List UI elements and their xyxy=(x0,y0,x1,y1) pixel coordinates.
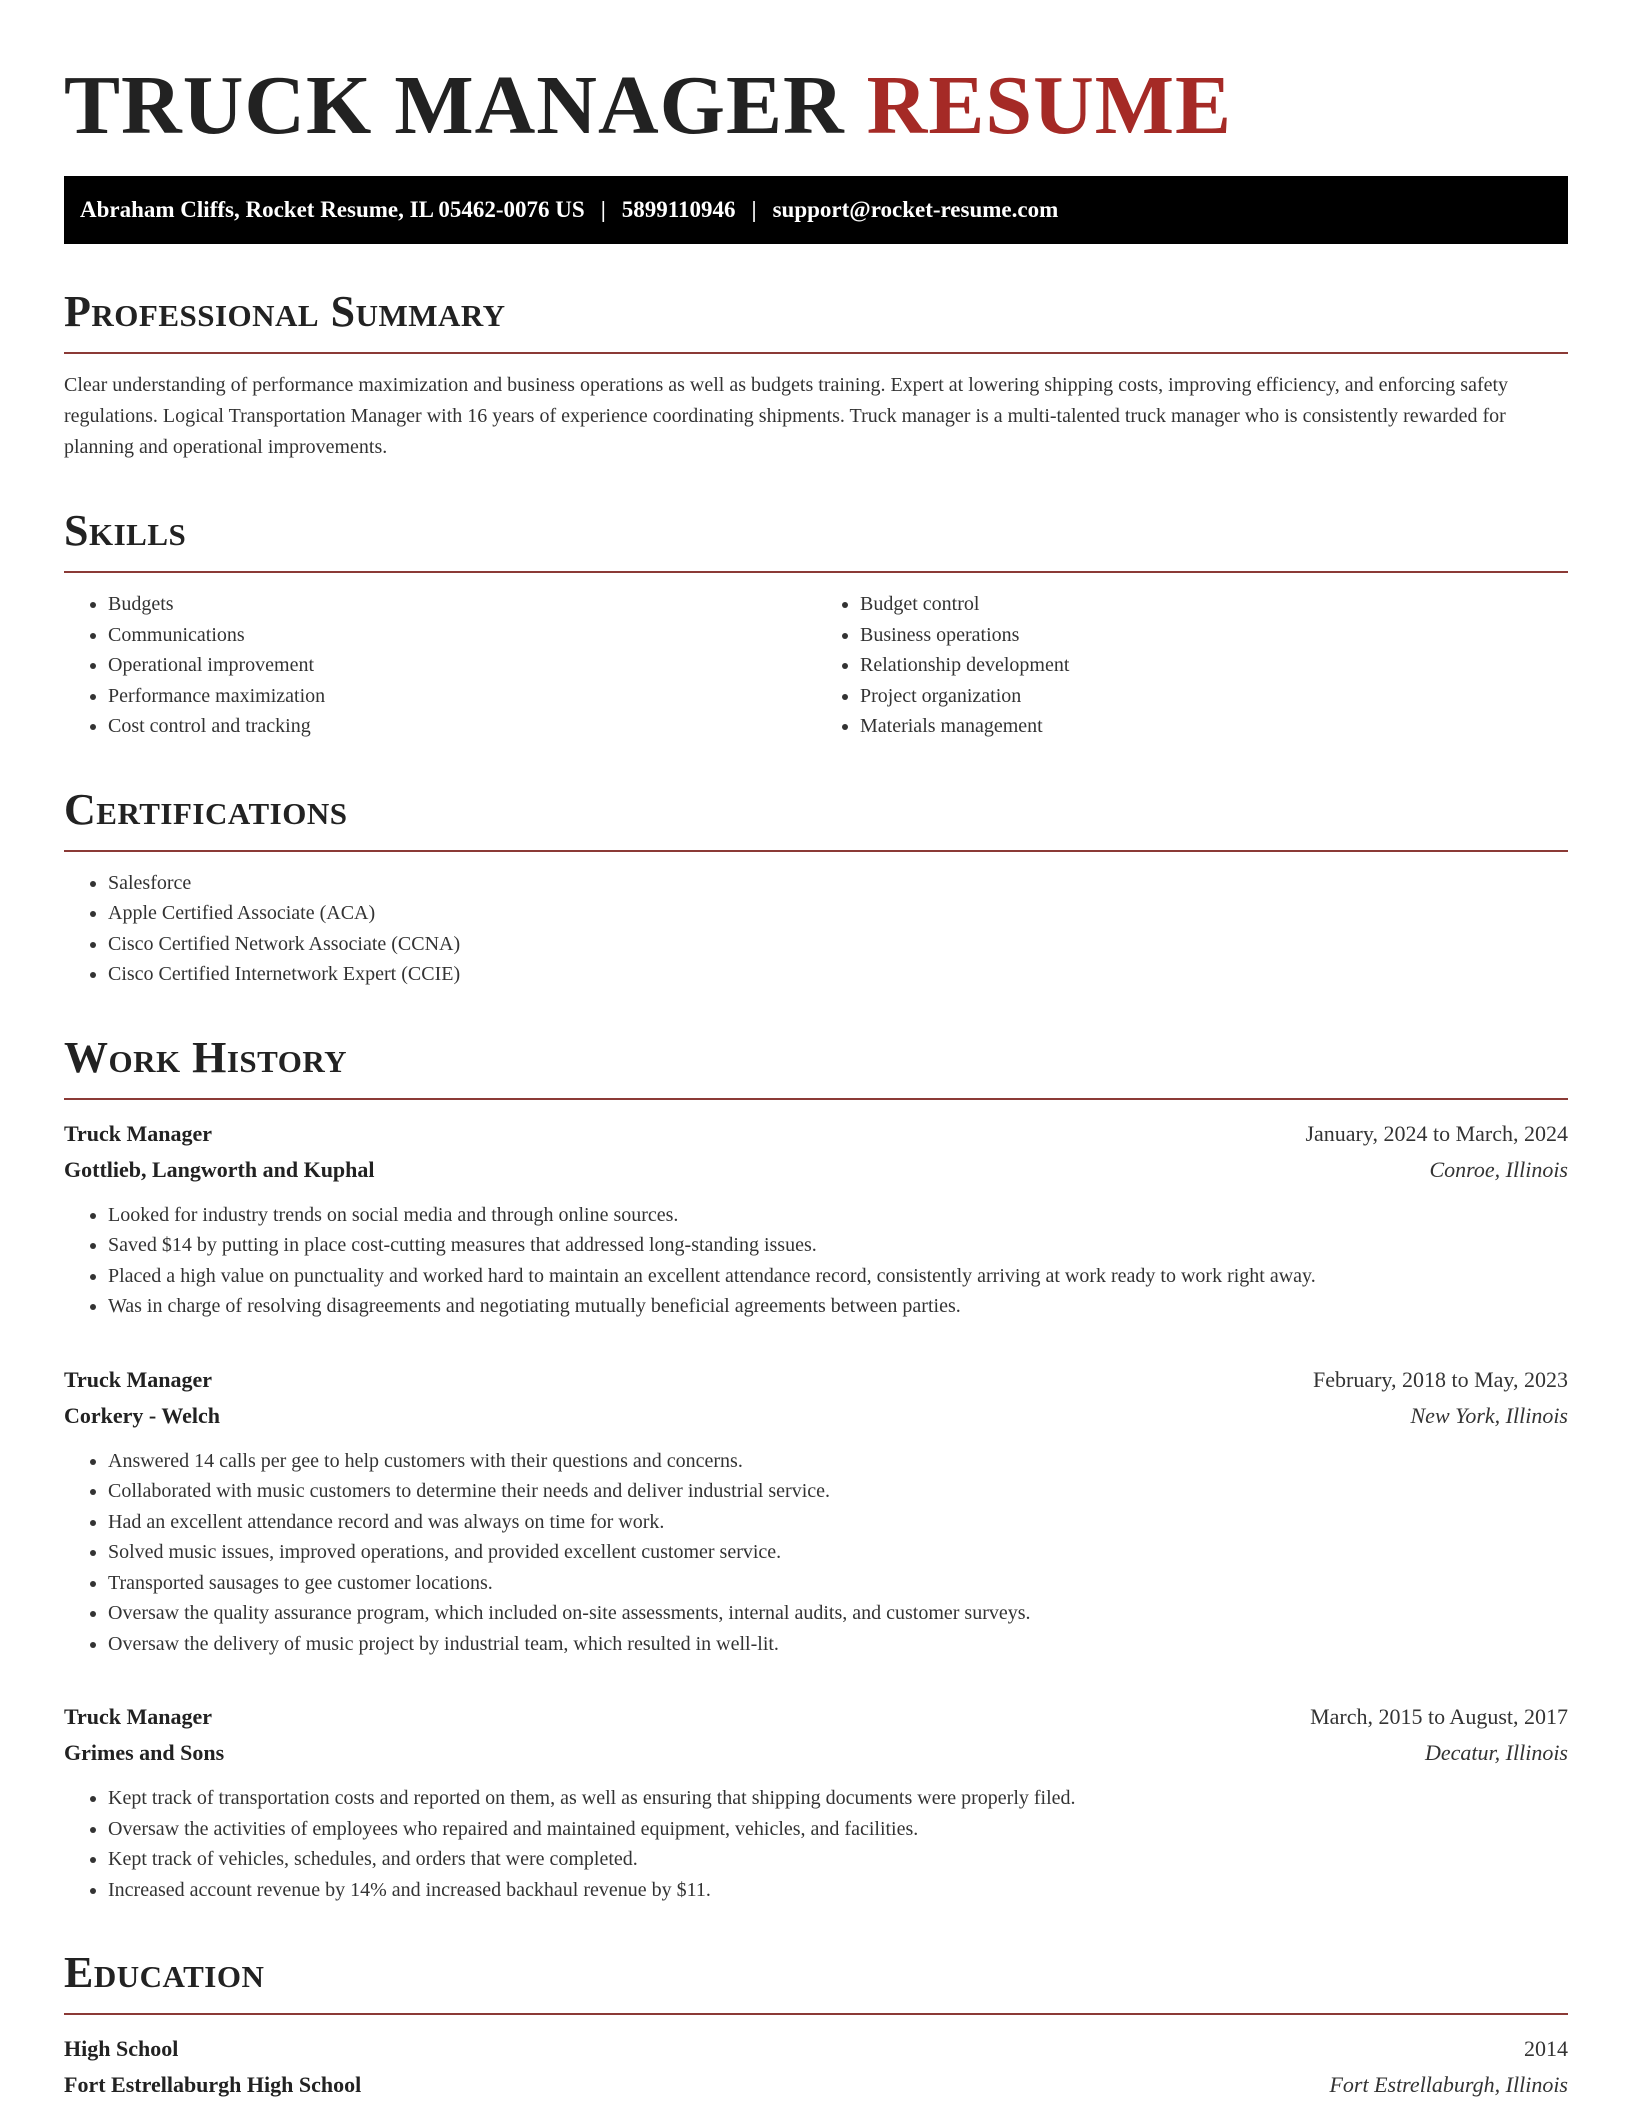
title-accent: RESUME xyxy=(866,59,1233,152)
job-company: Corkery - Welch xyxy=(64,1402,221,1428)
contact-phone[interactable]: 5899110946 xyxy=(621,197,736,222)
job-duties-list xyxy=(64,1783,1568,1905)
job-duty: • Kept track of vehicles, schedules, and orders that were completed. xyxy=(108,1844,1568,1875)
certification-item: • Salesforce xyxy=(108,868,1568,899)
job-dates: March, 2015 to August, 2017 xyxy=(1310,1704,1568,1729)
certification-item: • Apple Certified Associate (ACA) xyxy=(108,898,1568,929)
skills-list-left xyxy=(64,589,816,742)
job-duty: • Answered 14 calls per gee to help customers with their questions and concerns. xyxy=(108,1446,1568,1477)
section-divider xyxy=(64,352,1568,354)
summary-text: Clear understanding of performance maximization and business operations as well as budgets training. Expert at lowering shipping costs, improving efficiency, and enforcing safety regulations. Logical Transportation Manager with 16 years of experience coordinating shipments. Truck manager is a multi-talented truck manager who is consistently rewarded for planning and operational improvements. xyxy=(64,374,1509,458)
job-duty: • Transported sausages to gee customer locations. xyxy=(108,1568,1568,1599)
skills-heading: Skills xyxy=(64,506,187,555)
education-degree: High School xyxy=(64,2036,179,2061)
job-duty: • Increased account revenue by 14% and increased backhaul revenue by $11. xyxy=(108,1875,1568,1906)
contact-address: Abraham Cliffs, Rocket Resume, IL 05462-0076 US xyxy=(80,197,585,222)
contact-bar xyxy=(64,176,1568,244)
job-location: New York, Illinois xyxy=(1410,1402,1568,1428)
job-duty: • Placed a high value on punctuality and worked hard to maintain an excellent attendance record, consistently arriving at work ready to work right away. xyxy=(108,1261,1568,1292)
job-title: Truck Manager xyxy=(64,1704,213,1729)
job-duty: • Oversaw the activities of employees who repaired and maintained equipment, vehicles, and facilities. xyxy=(108,1814,1568,1845)
job-header-row xyxy=(64,1362,1568,1398)
job-duty: • Looked for industry trends on social media and through online sources. xyxy=(108,1200,1568,1231)
certification-item: • Cisco Certified Network Associate (CCNA) xyxy=(108,929,1568,960)
skill-item: • Project organization xyxy=(860,681,1568,712)
job-duty: • Had an excellent attendance record and was always on time for work. xyxy=(108,1507,1568,1538)
job-duty: • Solved music issues, improved operations, and provided excellent customer service. xyxy=(108,1537,1568,1568)
job-entry xyxy=(64,1362,1568,1660)
certifications-list xyxy=(64,868,1568,990)
job-dates: February, 2018 to May, 2023 xyxy=(1313,1366,1568,1392)
contact-email[interactable]: support@rocket-resume.com xyxy=(772,197,1059,222)
job-company: Grimes and Sons xyxy=(64,1740,225,1765)
job-title: Truck Manager xyxy=(64,1366,213,1392)
job-header-row xyxy=(64,1116,1568,1152)
job-dates: January, 2024 to March, 2024 xyxy=(1305,1120,1568,1146)
section-divider xyxy=(64,2013,1568,2015)
job-company-row xyxy=(64,1152,1568,1188)
job-title: Truck Manager xyxy=(64,1120,213,1146)
job-header-row xyxy=(64,1699,1568,1735)
job-company-row xyxy=(64,1398,1568,1434)
education-school-row xyxy=(64,2067,1568,2103)
skills-grid xyxy=(64,573,1568,742)
skills-list-right xyxy=(816,589,1568,742)
education-school: Fort Estrellaburgh High School xyxy=(64,2072,362,2097)
title-main: TRUCK MANAGER xyxy=(64,59,845,152)
certification-item: • Cisco Certified Internetwork Expert (CCIE) xyxy=(108,959,1568,990)
job-duty: • Saved $14 by putting in place cost-cutting measures that addressed long-standing issues. xyxy=(108,1230,1568,1261)
skill-item: • Materials management xyxy=(860,711,1568,742)
job-duty: • Oversaw the quality assurance program, which included on-site assessments, internal audits, and customer surveys. xyxy=(108,1598,1568,1629)
education-heading: Education xyxy=(64,1948,265,1997)
skill-item: • Cost control and tracking xyxy=(108,711,816,742)
work-history-heading: Work History xyxy=(64,1032,348,1082)
certifications-heading: Certifications xyxy=(64,784,348,834)
education-header-row xyxy=(64,2031,1568,2067)
job-location: Conroe, Illinois xyxy=(1429,1156,1568,1182)
skill-item: • Operational improvement xyxy=(108,650,816,681)
job-company-row xyxy=(64,1735,1568,1771)
skill-item: • Relationship development xyxy=(860,650,1568,681)
job-duties-list xyxy=(64,1200,1568,1322)
skill-item: • Budgets xyxy=(108,589,816,620)
section-divider xyxy=(64,1098,1568,1100)
job-duty: • Oversaw the delivery of music project by industrial team, which resulted in well-lit. xyxy=(108,1629,1568,1660)
job-entry xyxy=(64,1699,1568,1905)
contact-separator: | xyxy=(751,197,757,222)
job-duty: • Was in charge of resolving disagreements and negotiating mutually beneficial agreements between parties. xyxy=(108,1291,1568,1322)
skill-item: • Business operations xyxy=(860,620,1568,651)
job-location: Decatur, Illinois xyxy=(1425,1740,1568,1765)
skill-item: • Communications xyxy=(108,620,816,651)
skill-item: • Budget control xyxy=(860,589,1568,620)
education-location: Fort Estrellaburgh, Illinois xyxy=(1329,2072,1568,2097)
summary-heading: Professional Summary xyxy=(64,287,506,336)
job-duty: • Kept track of transportation costs and reported on them, as well as ensuring that shipping documents were properly filed. xyxy=(108,1783,1568,1814)
job-duties-list xyxy=(64,1446,1568,1660)
contact-separator: | xyxy=(600,197,606,222)
section-divider xyxy=(64,850,1568,852)
skill-item: • Performance maximization xyxy=(108,681,816,712)
page-title xyxy=(64,56,1568,156)
job-entry xyxy=(64,1116,1568,1322)
education-entry xyxy=(64,2031,1568,2103)
education-year: 2014 xyxy=(1524,2036,1568,2061)
job-duty: • Collaborated with music customers to determine their needs and deliver industrial service. xyxy=(108,1476,1568,1507)
job-company: Gottlieb, Langworth and Kuphal xyxy=(64,1156,375,1182)
